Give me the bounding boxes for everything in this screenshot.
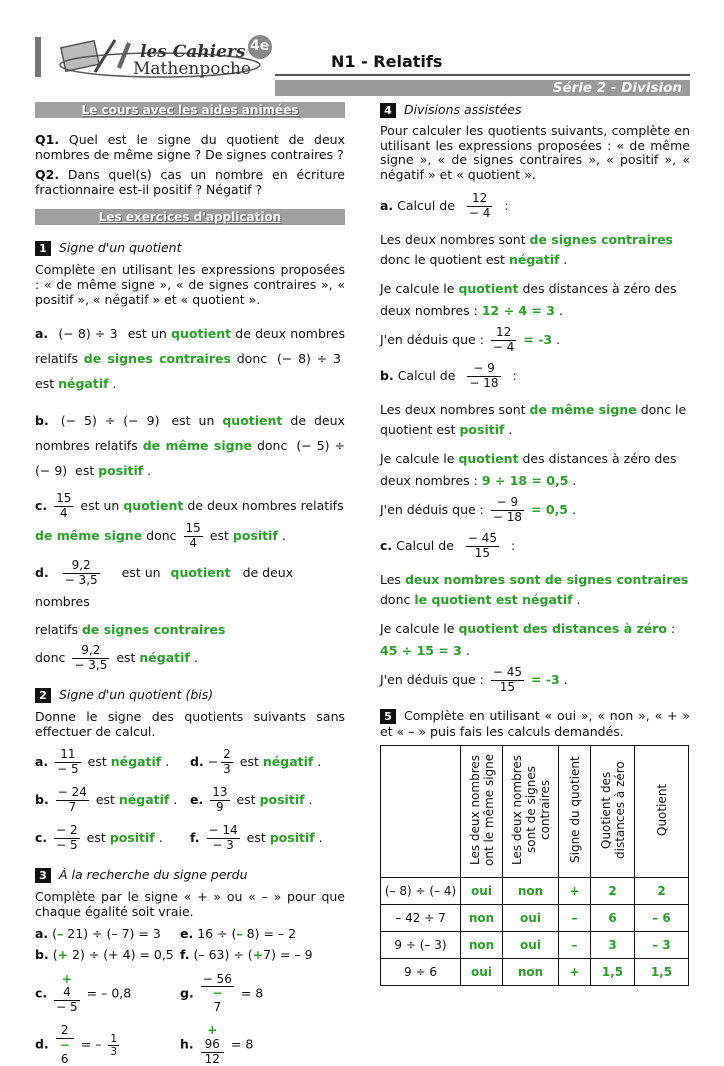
fraction: $\frac{- 9}{- 18}$ — [469, 361, 499, 390]
fraction: $\frac{15}{4}$ — [56, 491, 72, 520]
ex4-intro: Pour calculer les quotients suivants, complète en utilisant les expressions proposées : « de même signe », « de signes contraires », « positif », « négatif » et « quotient ». — [380, 123, 690, 182]
serie-bar — [275, 80, 690, 96]
page-title: N1 - Relatifs — [331, 52, 443, 71]
ex4-a: a. Calcul de $\frac{12}{- 4}$ : Les deux nombres sont de signes contraires donc le quotient est négatif . Je calcule le quotient des distances à zéro des deux nombres : 12 ÷ 4 = 3 . J'en déduis que : $\frac{12}{- 4}$ = -3 . — [380, 191, 677, 354]
table-cell-calc: – 42 ÷ 7 — [381, 905, 461, 932]
ex3-b: b. (+ 2) ÷ (+ 4) = 0,5 — [35, 946, 174, 962]
ex3-d: d. 2 − 6 = – $\frac{1}{3}$ — [35, 1022, 118, 1066]
table-cell: oui — [503, 905, 559, 932]
table-cell-calc: 9 ÷ (– 3) — [381, 932, 461, 959]
q2: Q2. Dans quel(s) cas un nombre en écriture fractionnaire est-il positif ? Négatif ? — [35, 167, 345, 197]
ex2-grid — [35, 745, 345, 855]
table-cell: 1,5 — [591, 959, 635, 986]
ex2-item: d. − $\frac{2}{3}$ est négatif . — [190, 746, 322, 776]
q1: Q1. Quel est le signe du quotient de deux nombres de même signe ? De signes contraires ? — [35, 132, 345, 162]
ex2-item: c. $\frac{- 2}{- 5}$ est positif . — [35, 822, 163, 852]
ex1-b: b. (− 5) ÷ (− 9) est un quotient de deux nombres relatifs de même signe donc (− 5) ÷ (− 9) est positif . — [35, 413, 345, 478]
table-header: Quotient des distances à zéro — [598, 761, 627, 859]
table-header-row — [381, 746, 689, 878]
table-row — [381, 932, 689, 959]
fraction: $\frac{- 2}{- 5}$ — [56, 822, 78, 852]
fraction: $\frac{- 45}{15}$ — [467, 531, 498, 560]
table-header: Signe du quotient — [567, 756, 582, 864]
table-row — [381, 905, 689, 932]
right-column — [380, 102, 690, 696]
table-cell: non — [503, 959, 559, 986]
ex1-intro: Complète en utilisant les expressions proposées : « de même signe », « de signes contraires », « positif », « négatif » et « quotient ». — [35, 262, 345, 307]
ex2-item: a. $\frac{11}{- 5}$ est négatif . — [35, 746, 170, 776]
table-corner — [381, 746, 461, 878]
ex2-intro: Donne le signe des quotients suivants sans effectuer de calcul. — [35, 708, 345, 739]
table-cell: non — [461, 932, 503, 959]
ex2-item: f. $\frac{- 14}{- 3}$ est positif . — [190, 822, 323, 852]
table-cell: oui — [461, 959, 503, 986]
table-row — [381, 878, 689, 905]
fraction: $\frac{- 9}{- 18}$ — [492, 495, 523, 524]
table-cell-calc: 9 ÷ 6 — [381, 959, 461, 986]
table-cell: – 3 — [635, 932, 689, 959]
ex5-intro: 5 Complète en utilisant « oui », « non », « + » et « – » puis fais les calculs demandés. — [380, 708, 690, 739]
table-header: Quotient — [654, 783, 669, 837]
ex3-h: h. + 96 12 = 8 — [180, 1022, 254, 1066]
level-badge: 4e — [250, 38, 270, 54]
ex3-grid — [35, 925, 345, 1066]
fraction: $\frac{9,2}{- 3,5}$ — [74, 643, 108, 672]
ex1-c: c. $\frac{15}{4}$ est un quotient de deux nombres relatifs de même signe donc $\frac{15}{4}$ est positif . — [35, 491, 344, 550]
ex3-heading: 3 À la recherche du signe perdu — [35, 867, 345, 883]
table-cell: 3 — [591, 932, 635, 959]
title-rule — [275, 74, 690, 76]
table-cell: non — [503, 878, 559, 905]
table-cell: – 6 — [635, 905, 689, 932]
fraction: $\frac{12}{- 4}$ — [468, 191, 491, 220]
ex4-heading: 4 Divisions assistées — [380, 102, 690, 118]
table-header: Les deux nombres sont de signes contraires — [509, 755, 552, 866]
ex3-e: e. 16 ÷ (– 8) = – 2 — [180, 925, 297, 941]
table-cell: oui — [503, 932, 559, 959]
left-column — [35, 102, 345, 1066]
cours-title: Le cours avec les aides animées — [35, 102, 345, 118]
table-cell-calc: (– 8) ÷ (– 4) — [381, 878, 461, 905]
ex3-intro: Complète par le signe « + » ou « – » pour que chaque égalité soit vraie. — [35, 888, 345, 919]
ex3-a: a. (– 21) ÷ (– 7) = 3 — [35, 925, 161, 941]
table-cell: 2 — [591, 878, 635, 905]
fraction: $\frac{- 24}{7}$ — [57, 784, 87, 814]
ex3-f: f. (– 63) ÷ (+7) = – 9 — [180, 946, 313, 962]
fraction: $\frac{- 14}{- 3}$ — [208, 822, 238, 852]
fraction: $\frac{12}{- 4}$ — [492, 325, 515, 354]
fraction: $\frac{13}{9}$ — [212, 784, 228, 814]
table-cell: – — [559, 905, 591, 932]
table-cell: 2 — [635, 878, 689, 905]
table-cell: oui — [461, 878, 503, 905]
fraction: $\frac{2}{3}$ — [223, 746, 231, 776]
serie-title: Série 2 - Division — [552, 80, 682, 96]
fraction: $\frac{- 45}{15}$ — [492, 665, 523, 694]
ex2-item: b. $\frac{- 24}{7}$ est négatif . — [35, 784, 178, 814]
brand-line1: les Cahiers — [140, 42, 246, 62]
ex4-c: c. Calcul de $\frac{- 45}{15}$ : Les deux nombres sont de signes contraires donc le quotient est négatif . Je calcule le quotient des distances à zéro : 45 ÷ 15 = 3 . J'en déduis que : $\frac{- 45}{15}$ = -3 . — [380, 531, 689, 694]
table-cell: – — [559, 932, 591, 959]
ex1-d: d. $\frac{9,2}{- 3,5}$ est un quotient de deux nombres relatifs de signes contraires donc $\frac{9,2}{- 3,5}$ est négatif . — [35, 558, 294, 672]
ex3-c: c. + 4 − 5 = – 0,8 — [35, 971, 132, 1015]
table-cell: non — [461, 905, 503, 932]
ex4-b: b. Calcul de $\frac{- 9}{- 18}$ : Les deux nombres sont de même signe donc le quotient est positif . Je calcule le quotient des distances à zéro des deux nombres : 9 ÷ 18 = 0,5 . J'en déduis que : $\frac{- 9}{- 18}$ = 0,5 . — [380, 361, 687, 524]
table-cell: + — [559, 878, 591, 905]
ex2-item: e. $\frac{13}{9}$ est positif . — [190, 784, 313, 814]
fraction: $\frac{15}{4}$ — [185, 521, 201, 550]
fraction: $\frac{9,2}{- 3,5}$ — [64, 558, 98, 587]
table-cell: + — [559, 959, 591, 986]
table-header: Les deux nombres ont le même signe — [467, 753, 496, 867]
ex1-a: a. (− 8) ÷ 3 est un quotient de deux nombres relatifs de signes contraires donc (− 8) ÷ 3 est négatif . — [35, 326, 345, 391]
fraction: $\frac{11}{- 5}$ — [57, 746, 79, 776]
table-row — [381, 959, 689, 986]
ex5-table — [380, 745, 689, 986]
table-cell: 1,5 — [635, 959, 689, 986]
header — [35, 32, 690, 102]
table-cell: 6 — [591, 905, 635, 932]
exos-title: Les exercices d'application — [35, 209, 345, 225]
ex2-heading: 2 Signe d'un quotient (bis) — [35, 687, 345, 703]
ex1-heading: 1 Signe d'un quotient — [35, 240, 345, 256]
brand-line2: Mathenpoche — [133, 59, 251, 79]
ex3-g: g. − 56 − 7 = 8 — [180, 971, 264, 1015]
